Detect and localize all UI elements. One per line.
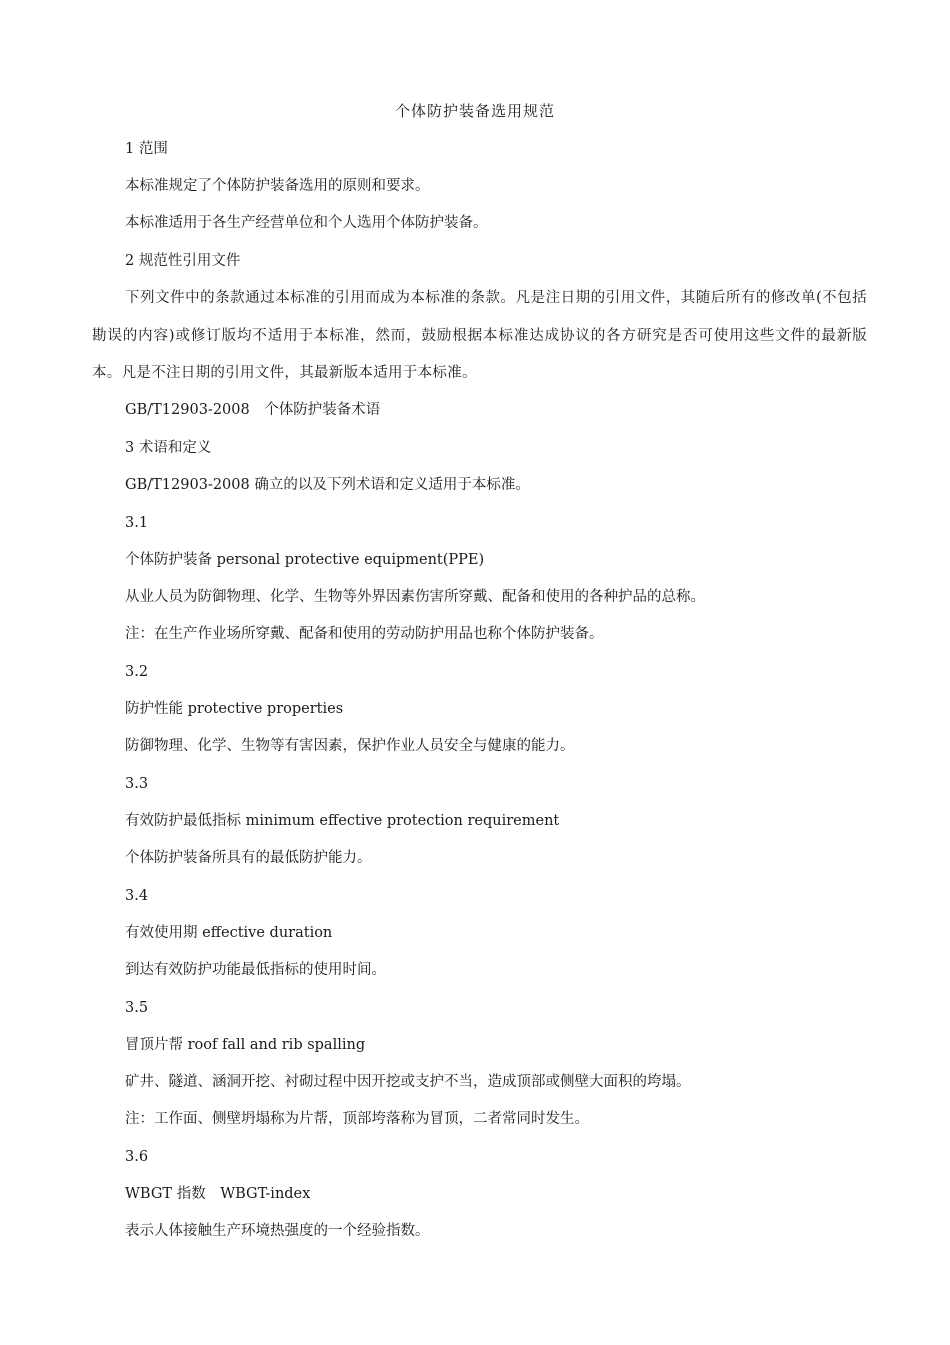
term-note: 注：在生产作业场所穿戴、配备和使用的劳动防护用品也称个体防护装备。 — [125, 626, 604, 642]
section-heading-scope: 1 范围 — [125, 141, 168, 157]
term-name: 有效防护最低指标 minimum effective protection requirement — [125, 813, 560, 829]
term-name: 有效使用期 effective duration — [125, 925, 333, 941]
term-name: 个体防护装备 personal protective equipment(PPE) — [125, 552, 485, 568]
term-definition: 矿井、隧道、涵洞开挖、衬砌过程中因开挖或支护不当，造成顶部或侧壁大面积的垮塌。 — [125, 1074, 691, 1090]
reference-item: GB/T12903-2008 个体防护装备术语 — [125, 402, 381, 418]
term-name: WBGT 指数 WBGT-index — [125, 1186, 311, 1202]
term-number: 3.4 — [125, 888, 149, 904]
body-text: GB/T12903-2008 确立的以及下列术语和定义适用于本标准。 — [125, 477, 530, 493]
section-heading-references: 2 规范性引用文件 — [125, 253, 241, 269]
term-definition: 防御物理、化学、生物等有害因素，保护作业人员安全与健康的能力。 — [125, 738, 575, 754]
term-number: 3.1 — [125, 515, 149, 531]
term-name: 冒顶片帮 roof fall and rib spalling — [125, 1037, 366, 1053]
term-definition: 从业人员为防御物理、化学、生物等外界因素伤害所穿戴、配备和使用的各种护品的总称。 — [125, 589, 705, 605]
body-text: 本标准适用于各生产经营单位和个人选用个体防护装备。 — [125, 215, 488, 231]
references-paragraph: 下列文件中的条款通过本标准的引用而成为本标准的条款。凡是注日期的引用文件，其随后所有的修改单(不包括勘误的内容)或修订版均不适用于本标准，然而，鼓励根据本标准达成协议的各方研究是否可使用这些文件的最新版本。凡是不注日期的引用文件，其最新版本适用于本标准。 — [92, 290, 867, 381]
term-name: 防护性能 protective properties — [125, 701, 344, 717]
body-text: 本标准规定了个体防护装备选用的原则和要求。 — [125, 178, 430, 194]
section-heading-terms: 3 术语和定义 — [125, 440, 212, 456]
term-definition: 个体防护装备所具有的最低防护能力。 — [125, 850, 372, 866]
term-definition: 表示人体接触生产环境热强度的一个经验指数。 — [125, 1223, 430, 1239]
document-title: 个体防护装备选用规范 — [394, 102, 555, 120]
term-number: 3.2 — [125, 664, 149, 680]
term-number: 3.5 — [125, 1000, 149, 1016]
term-number: 3.6 — [125, 1149, 149, 1165]
term-note: 注：工作面、侧壁坍塌称为片帮，顶部垮落称为冒顶，二者常同时发生。 — [125, 1111, 589, 1127]
term-number: 3.3 — [125, 776, 149, 792]
term-definition: 到达有效防护功能最低指标的使用时间。 — [125, 962, 386, 978]
